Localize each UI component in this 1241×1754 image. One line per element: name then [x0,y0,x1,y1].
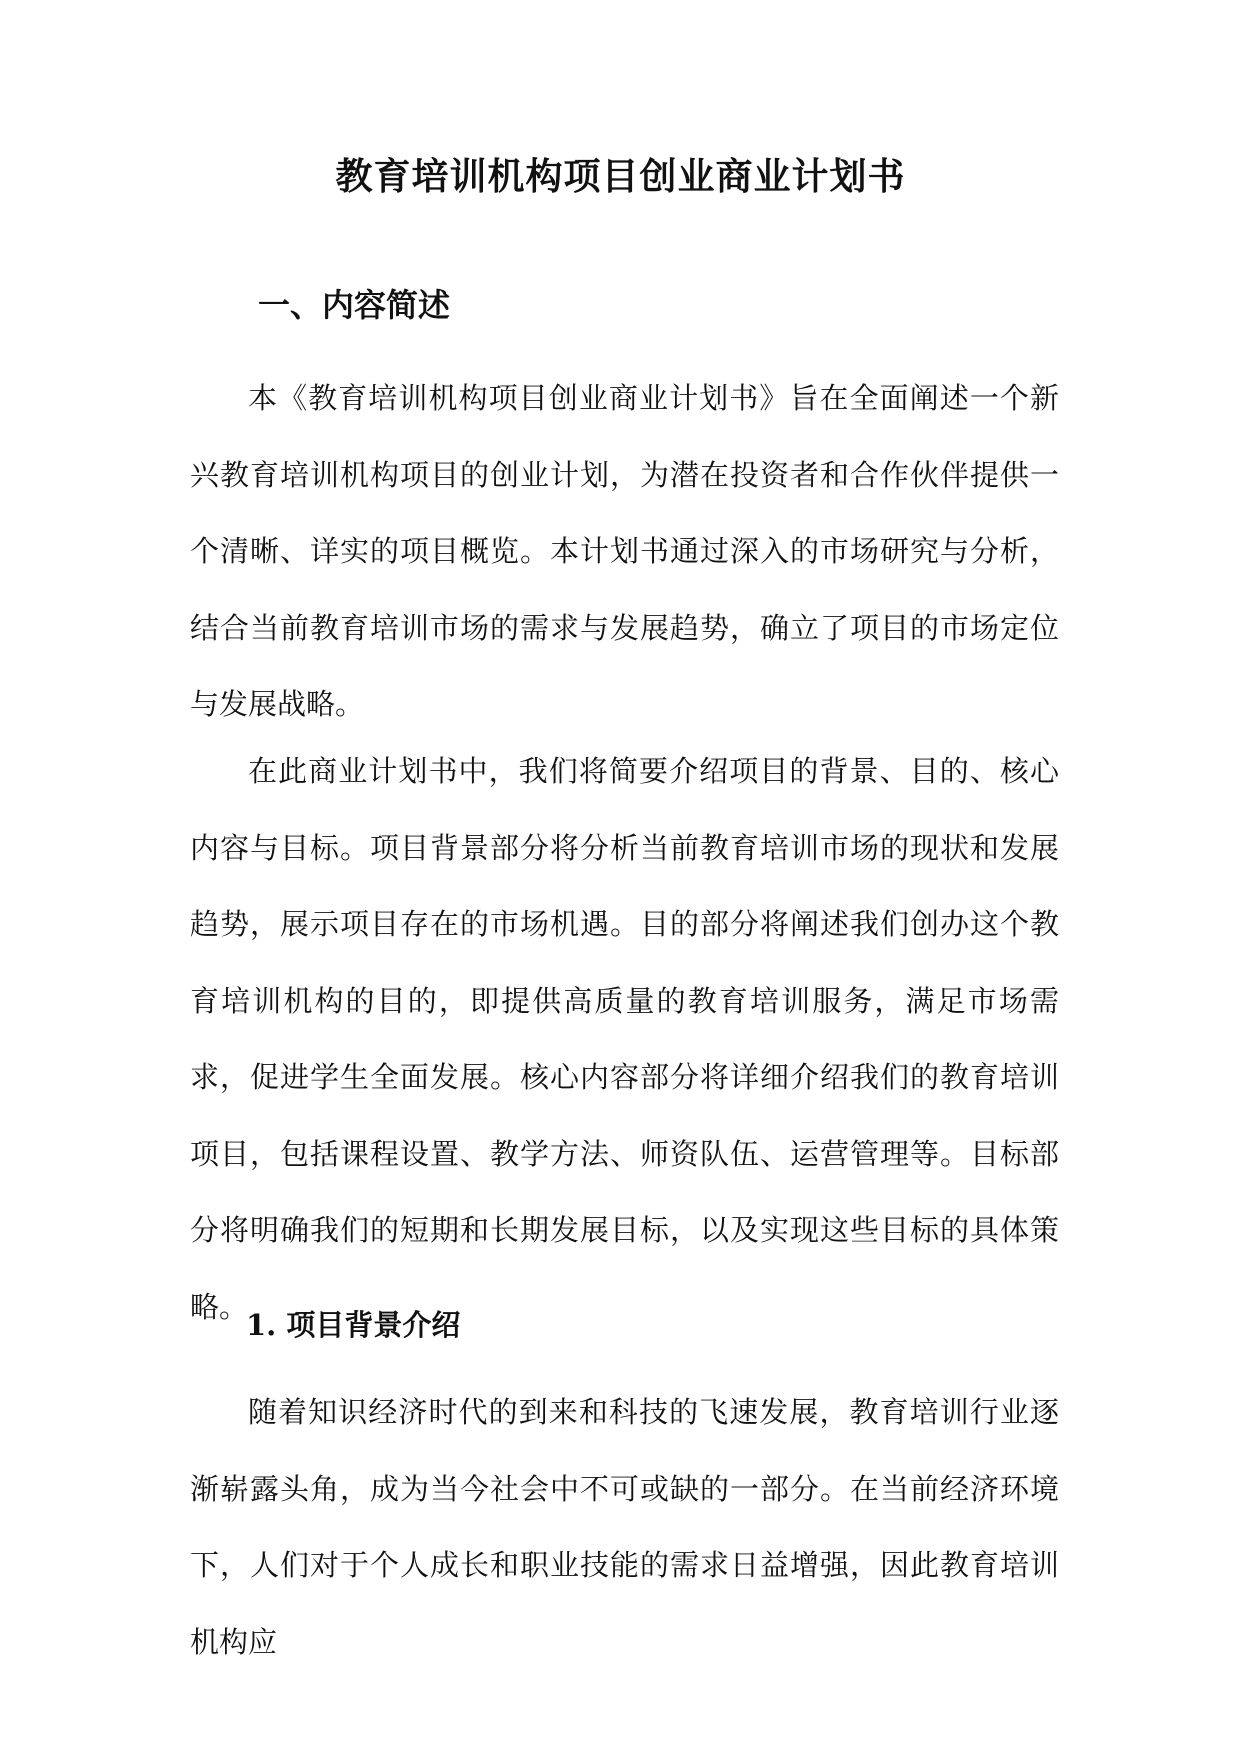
paragraph-overview-2: 在此商业计划书中，我们将简要介绍项目的背景、目的、核心内容与目标。项目背景部分将分析当前教育培训市场的现状和发展趋势，展示项目存在的市场机遇。目的部分将阐述我们创办这个教育培训机构的目的，即提供高质量的教育培训服务，满足市场需求，促进学生全面发展。核心内容部分将详细介绍我们的教育培训项目，包括课程设置、教学方法、师资队伍、运营管理等。目标部分将明确我们的短期和长期发展目标，以及实现这些目标的具体策略。 [190,754,1059,1324]
section-heading-overview: 一、内容简述 [258,286,451,324]
paragraph-overview-1: 本《教育培训机构项目创业商业计划书》旨在全面阐述一个新兴教育培训机构项目的创业计划，为潜在投资者和合作伙伴提供一个清晰、详实的项目概览。本计划书通过深入的市场研究与分析，结合当前教育培训市场的需求与发展趋势，确立了项目的市场定位与发展战略。 [190,381,1059,721]
paragraph-background-1: 随着知识经济时代的到来和科技的飞速发展，教育培训行业逐渐崭露头角，成为当今社会中不可或缺的一部分。在当前经济环境下，人们对于个人成长和职业技能的需求日益增强，因此教育培训机构应 [190,1395,1059,1659]
subsection-heading-background: 1. 项目背景介绍 [246,1308,461,1342]
document-title: 教育培训机构项目创业商业计划书 [335,154,906,198]
